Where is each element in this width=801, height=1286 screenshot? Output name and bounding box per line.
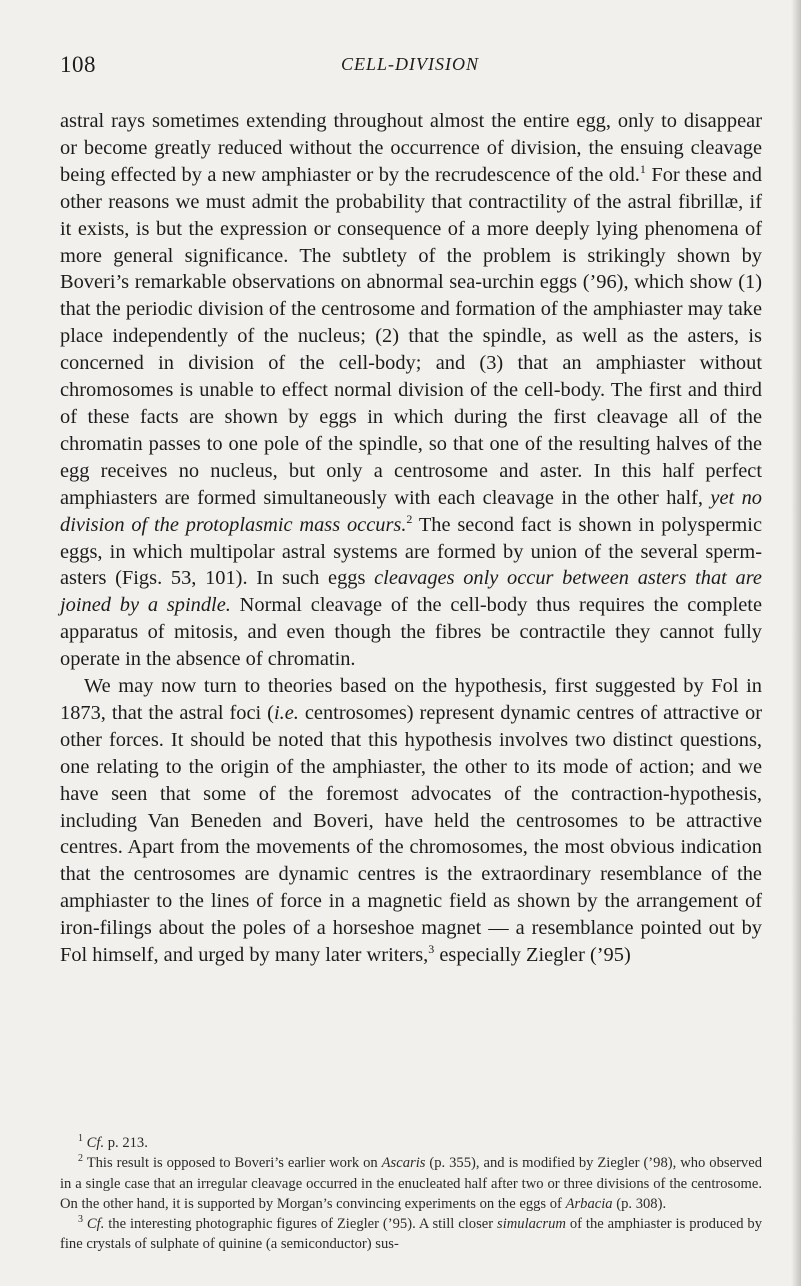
paragraph-1 [60,108,762,673]
footnote-number: 1 [78,1133,83,1144]
page-number: 108 [60,52,96,77]
footnote-ref-2: 2 [406,511,413,526]
footnote-1 [60,1133,762,1153]
italic-span: Cf. [86,1135,105,1151]
footnote-ref-3: 3 [428,942,435,957]
footnotes [60,1133,762,1255]
body-text [60,108,762,969]
text-span: (p. 355), and is modified by Ziegler (’98), who observed in a single case that an irregular cleavage occurred in the enucleated half after two or three divisions of the centrosome. On the other hand, it is supported by Morgan’s convincing experiments on the eggs of [60,1155,762,1212]
italic-span: cleavages only occur between asters that are joined by a spindle. [60,567,762,617]
text-span: especially Ziegler (’95) [434,944,631,967]
italic-span: yet no division of the protoplasmic mass occurs. [60,486,762,536]
text-span: astral rays sometimes extending throughout almost the entire egg, only to disappear or become greatly reduced without the occurrence of division, the ensuing cleavage being effected by a new amphiaster or by the recrudescence of the old. [60,110,762,186]
text-span: centrosomes) represent dynamic centres of attractive or other forces. It should be noted that this hypothesis involves two distinct questions, one relating to the origin of the amphiaster, the other to its mode of action; and we have seen that some of the foremost advocates of the contraction-hypothesis, including Van Beneden and Boveri, have held the centrosomes to be attractive centres. Apart from the movements of the chromosomes, the most obvious indication that the centrosomes are dynamic centres is the extraordinary resemblance of the amphiaster to the lines of force in a magnetic field as shown by the arrangement of iron-filings about the poles of a horseshoe magnet — a resemblance pointed out by Fol himself, and urged by many later writers, [60,701,762,967]
footnote-ref-1: 1 [639,161,646,176]
italic-span: Arbacia [565,1195,613,1212]
italic-span: Ascaris [381,1155,426,1172]
italic-span: Cf. [86,1216,105,1233]
text-span: The second fact is shown in polyspermic eggs, in which multipolar astral systems are formed by union of the several sperm-asters (Figs. 53, 101). In such eggs [60,513,762,590]
text-span: We may now turn to theories based on the hypothesis, first suggested by Fol in 1873, that the astral foci ( [60,675,762,724]
text-span: This result is opposed to Boveri’s earlier work on [86,1155,382,1172]
italic-span: simulacrum [497,1216,566,1233]
italic-span: i.e. [273,701,299,724]
footnote-number: 3 [78,1214,83,1226]
text-span: p. 213. [104,1135,148,1151]
text-span: of the amphiaster is produced by fine crystals of sulphate of quinine (a semiconductor) sus- [60,1216,762,1253]
text-span: For these and other reasons we must admit the probability that contractility of the astral fibrillæ, if it exists, is but the expression or consequence of a more deeply lying phenomena of more general significance. The subtlety of the problem is strikingly shown by Boveri’s remarkable observations on abnormal sea-urchin eggs (’96), which show (1) that the periodic division of the centrosome and formation of the amphiaster may take place independently of the nucleus; (2) that the spindle, as well as the asters, is concerned in division of the cell-body; and (3) that an amphiaster without chromosomes is unable to effect normal division of the cell-body. The first and third of these facts are shown by eggs in which during the first cleavage all of the chromatin passes to one pole of the spindle, so that one of the resulting halves of the egg receives no nucleus, but only a centrosome and aster. In this half perfect amphiasters are formed simultaneously with each cleavage in the other half, [60,163,762,509]
page-header [60,52,760,82]
footnote-number: 2 [78,1153,83,1165]
footnote-3 [60,1214,762,1255]
page-edge-shadow [791,0,801,1286]
text-span: the interesting photographic figures of Ziegler (’95). A still closer [104,1216,498,1233]
footnote-2 [60,1153,762,1214]
running-head: CELL-DIVISION [341,54,479,74]
paragraph-2 [60,673,762,969]
text-span: (p. 308). [612,1195,667,1212]
text-span: Normal cleavage of the cell-body thus requires the complete apparatus of mitosis, and even though the fibres be contractile they cannot fully operate in the absence of chromatin. [60,594,762,671]
